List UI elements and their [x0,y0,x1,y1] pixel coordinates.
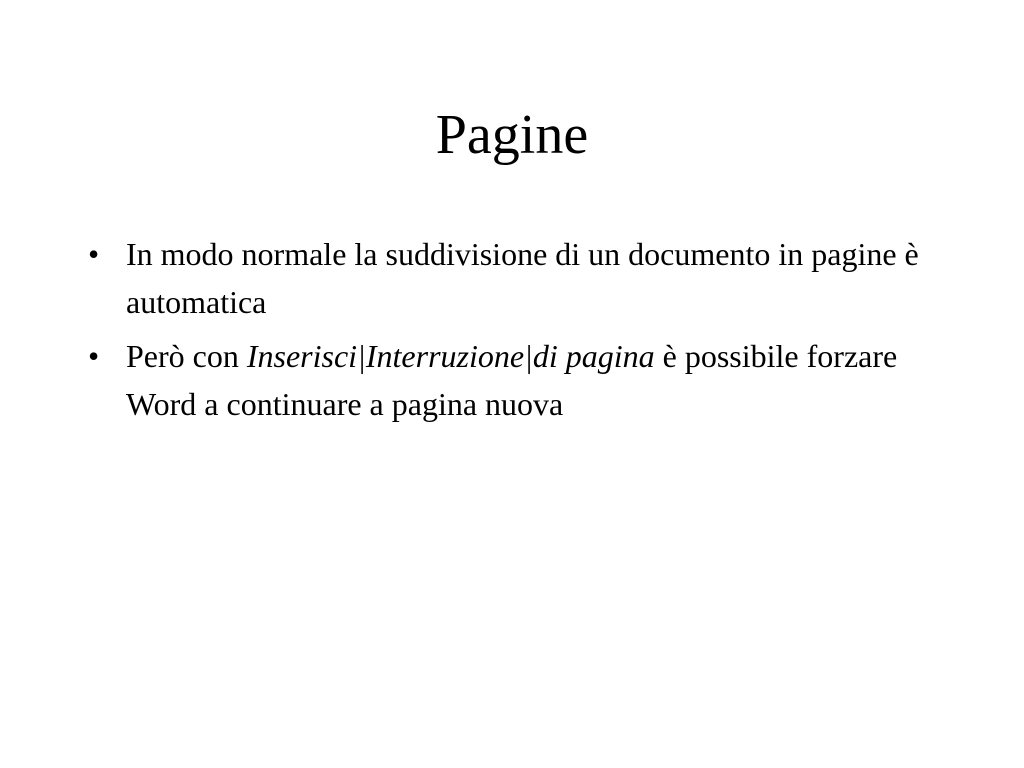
bullet-icon: • [88,236,100,272]
bullet-text: In modo normale la suddivisione di un documento in pagine è automatica [126,236,919,320]
slide-title: Pagine [435,104,589,166]
bullet-item-automatic-pagination [88,230,948,326]
bullet-icon: • [88,338,100,374]
bullet-text-after: è possibile forzare Word a continuare a pagina nuova [126,338,898,422]
bullet-text-before: Però con [126,338,247,374]
bullet-item-page-break [88,332,948,428]
menu-path-text: Inserisci|Interruzione|di pagina [246,338,655,374]
bullet-list [88,230,948,434]
